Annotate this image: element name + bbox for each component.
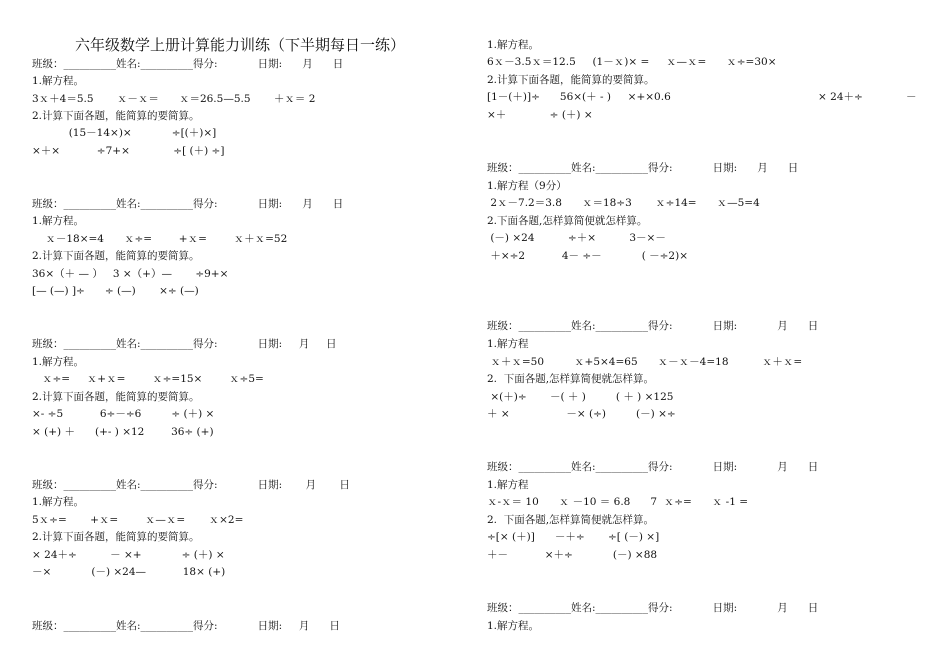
- section-header: 班级：__________姓名:__________得分: 日期: 月 日: [487, 162, 799, 174]
- expression-row: ×- ÷5 6÷－÷6 ÷ (＋) ×: [32, 408, 215, 420]
- equation-row: ｘ-ｘ＝ 10 ｘ －10 ＝ 6.8 7 ｘ÷= ｘ -1 =: [487, 496, 749, 508]
- section-header: 班级：__________姓名:__________得分: 日期: 月 日: [487, 320, 819, 332]
- expression-row: ＋ × －× (÷) (－) ×÷: [487, 408, 676, 420]
- expression-row: ×＋× ÷7+× ÷[ (＋) ÷]: [32, 145, 225, 157]
- expression-row: ×(＋)÷ －( ＋ ) ( ＋ ) ×125: [487, 391, 674, 403]
- question-calculate: 2.计算下面各题，能简算的要简算。: [32, 531, 200, 543]
- equation-row: 6ｘ－3.5ｘ＝12.5 (1－ｘ)× = ｘ—ｘ= ｘ÷=30×: [487, 56, 777, 68]
- equation-row: ｘ＋ｘ=50 ｘ+5×4=65 ｘ－ｘ－4=18 ｘ＋ｘ=: [487, 356, 803, 368]
- expression-row: (－) ×24 ÷＋× 3－×－: [487, 232, 666, 244]
- equation-row: ｘ÷= ｘ+ｘ= ｘ÷=15× ｘ÷5=: [32, 373, 264, 385]
- equation-row: 2ｘ－7.2＝3.8 ｘ＝18÷3 ｘ÷14= ｘ—5=4: [487, 197, 760, 209]
- expression-row: ×＋ ÷ (＋) ×: [487, 109, 593, 121]
- question-solve-equation: 1.解方程。: [487, 620, 540, 632]
- question-calculate: 2.计算下面各题，能简算的要简算。: [32, 391, 200, 403]
- question-solve-equation: 1.解方程: [487, 338, 529, 350]
- section-header: 班级：__________姓名:__________得分: 日期: 月 日: [32, 479, 350, 491]
- expression-row-part: × 24＋÷: [818, 91, 863, 103]
- question-calculate: 2.计算下面各题，能简算的要简算。: [32, 110, 200, 122]
- section-header: 班级：__________姓名:__________得分: 日期: 月 日: [32, 198, 344, 210]
- section-header: 班级：__________姓名:__________得分: 日期: 月 日: [487, 602, 819, 614]
- expression-row: [1－(＋)]÷ 56×(＋ - ) ×+×0.6: [487, 91, 671, 103]
- question-calculate: 2. 下面各题,怎样算简便就怎样算。: [487, 373, 655, 385]
- question-calculate: 2.计算下面各题，能简算的要简算。: [487, 74, 655, 86]
- section-header: 班级：__________姓名:__________得分: 日期: 月 日: [32, 338, 337, 350]
- expression-row-part: －: [906, 91, 917, 103]
- question-solve-equation: 1.解方程。: [32, 75, 85, 87]
- expression-row: × (+) ＋ (+- ) ×12 36÷ (+): [32, 426, 214, 438]
- section-header: 班级：__________姓名:__________得分: 日期: 月 日: [487, 461, 819, 473]
- question-solve-equation: 1.解方程。: [32, 356, 85, 368]
- expression-row: × 24＋÷ － ×+ ÷ (＋) ×: [32, 549, 225, 561]
- expression-row: ＋×÷2 4－ ÷－ ( －÷2)×: [487, 250, 689, 262]
- question-solve-equation: 1.解方程（9分）: [487, 180, 567, 192]
- expression-row: －× (－) ×24— 18× (+): [32, 566, 226, 578]
- equation-row: 5ｘ÷= +ｘ= ｘ—ｘ= ｘ×2=: [32, 514, 244, 526]
- expression-row: (15－14×)× ÷[(＋)×]: [32, 127, 217, 139]
- section-header: 班级：__________姓名:__________得分: 日期: 月 日: [32, 58, 344, 70]
- expression-row: ＋－ ×＋÷ (－) ×88: [487, 549, 658, 561]
- question-calculate: 2.计算下面各题，能简算的要简算。: [32, 250, 200, 262]
- question-solve-equation: 1.解方程。: [32, 215, 85, 227]
- equation-row: 3ｘ＋4＝5.5 ｘ－ｘ＝ ｘ＝26.5—5.5 ＋ｘ＝ 2: [32, 93, 316, 105]
- question-solve-equation: 1.解方程: [487, 479, 529, 491]
- expression-row: 36×（＋ — ） 3 ×（+）— ÷9+×: [32, 268, 229, 280]
- question-solve-equation: 1.解方程。: [32, 496, 85, 508]
- question-calculate: 2. 下面各题,怎样算简便就怎样算。: [487, 514, 655, 526]
- worksheet-title: 六年级数学上册计算能力训练（下半期每日一练）: [75, 36, 406, 54]
- expression-row: [— (—) ]÷ ÷ (—) ×÷ (—): [32, 285, 199, 297]
- equation-row: ｘ－18×=4 ｘ÷= +ｘ= ｘ＋ｘ=52: [32, 233, 288, 245]
- section-header: 班级：__________姓名:__________得分: 日期: 月 日: [32, 620, 340, 632]
- question-calculate: 2.下面各题,怎样算简便就怎样算。: [487, 215, 648, 227]
- question-solve-equation: 1.解方程。: [487, 39, 540, 51]
- expression-row: ÷[× (＋)] －＋÷ ÷[ (－) ×]: [487, 531, 660, 543]
